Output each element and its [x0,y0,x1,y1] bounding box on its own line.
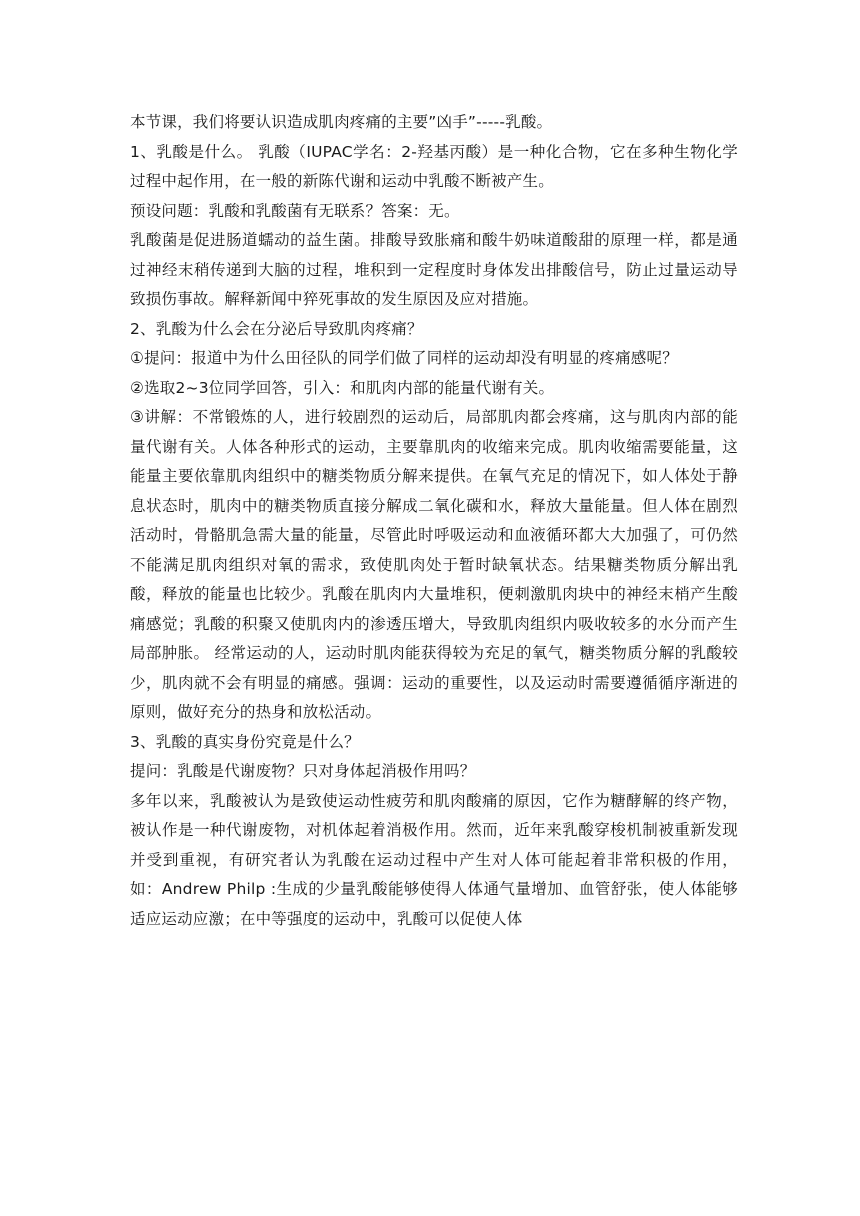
paragraph-intro: 本节课，我们将要认识造成肌肉疼痛的主要”凶手”-----乳酸。 [130,113,553,131]
paragraph-section-3-heading: 3、乳酸的真实身份究竟是什么？ [130,732,360,751]
paragraph-lactobacillus: 乳酸菌是促进肠道蠕动的益生菌。排酸导致胀痛和酸牛奶味道酸甜的原理一样，都是通过神经末稍传递到大脑的过程，堆积到一定程度时身体发出排酸信号，防止过量运动导致损伤事故。解释新闻中猝死事故的发生原因及应对措施。 [130,231,738,308]
paragraph-research: 多年以来，乳酸被认为是致使运动性疲劳和肌肉酸痛的原因，它作为糖酵解的终产物，被认作是一种代谢废物，对机体起着消极作用。然而，近年来乳酸穿梭机制被重新发现并受到重视，有研究者认为乳酸在运动过程中产生对人体可能起着非常积极的作用，如：Andrew Philp :生成的少量乳酸能够使得人体通气量增加、血管舒张，使人体能够适应运动应激；在中等强度的运动中，乳酸可以促使人体 [130,791,738,928]
paragraph-preset-question: 预设问题：乳酸和乳酸菌有无联系？答案：无。 [130,201,460,220]
paragraph-section-1-what-is-lactic-acid: 1、乳酸是什么。 乳酸（IUPAC学名：2-羟基丙酸）是一种化合物，它在多种生物化学过程中起作用，在一般的新陈代谢和运动中乳酸不断被产生。 [130,142,738,190]
document-body [130,108,738,934]
paragraph-answer-2: ②选取2~3位同学回答，引入：和肌肉内部的能量代谢有关。 [130,378,555,397]
paragraph-section-2-heading: 2、乳酸为什么会在分泌后导致肌肉疼痛？ [130,319,423,338]
paragraph-section-3-question: 提问：乳酸是代谢废物？只对身体起消极作用吗？ [130,762,476,780]
paragraph-question-1: ①提问：报道中为什么田径队的同学们做了同样的运动却没有明显的疼痛感呢？ [130,349,678,367]
paragraph-explanation-3: ③讲解：不常锻炼的人，进行较剧烈的运动后，局部肌肉都会疼痛，这与肌肉内部的能量代谢有关。人体各种形式的运动，主要靠肌肉的收缩来完成。肌肉收缩需要能量，这能量主要依靠肌肉组织中的糖类物质分解来提供。在氧气充足的情况下，如人体处于静息状态时，肌肉中的糖类物质直接分解成二氧化碳和水，释放大量能量。但人体在剧烈活动时，骨骼肌急需大量的能量，尽管此时呼吸运动和血液循环都大大加强了，可仍然不能满足肌肉组织对氧的需求，致使肌肉处于暂时缺氧状态。结果糖类物质分解出乳酸，释放的能量也比较少。乳酸在肌肉内大量堆积，便刺激肌肉块中的神经末梢产生酸痛感觉；乳酸的积聚又使肌肉内的渗透压增大，导致肌肉组织内吸收较多的水分而产生局部肿胀。 经常运动的人，运动时肌肉能获得较为充足的氧气，糖类物质分解的乳酸较少，肌肉就不会有明显的痛感。强调：运动的重要性，以及运动时需要遵循循序渐进的原则，做好充分的热身和放松活动。 [130,408,738,721]
